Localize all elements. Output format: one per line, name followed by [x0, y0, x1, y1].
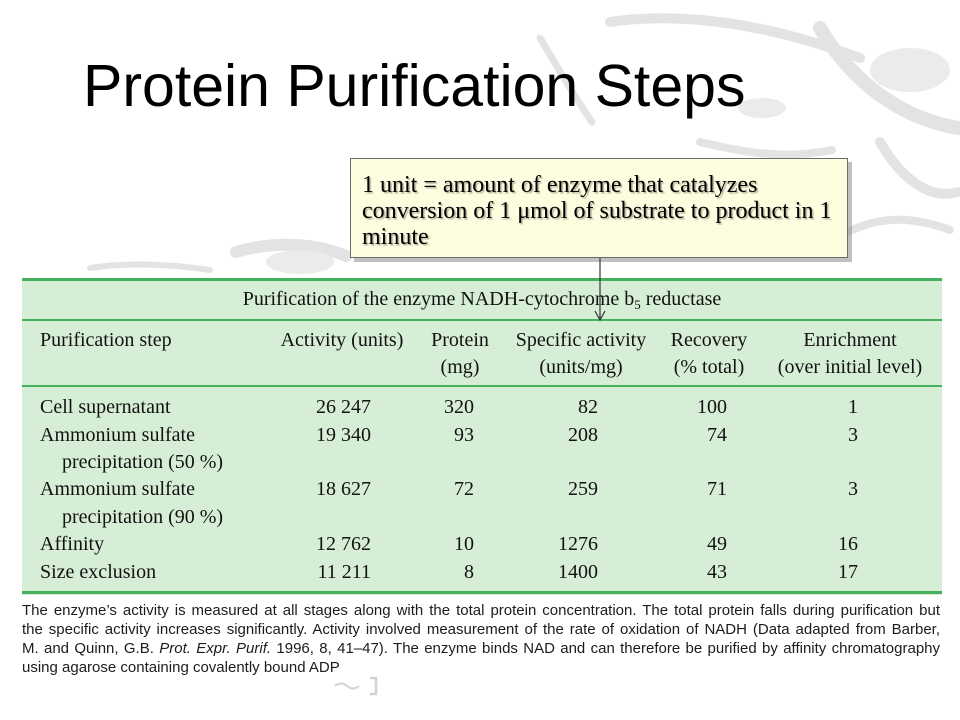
watermark-stroke — [700, 142, 832, 155]
table-rule-below-title — [22, 319, 942, 321]
watermark-shape — [870, 48, 950, 92]
cell-recovery: 100 — [697, 396, 727, 418]
header-protein: Protein — [431, 329, 489, 351]
cell-step: Ammonium sulfate — [40, 478, 195, 500]
cell-protein: 320 — [444, 396, 474, 418]
cell-step-continued: precipitation (50 %) — [62, 451, 224, 473]
callout-line: conversion of 1 μmol of substrate to product in 1 — [362, 198, 832, 224]
header-specific-activity: Specific activity — [515, 329, 647, 351]
header-purification-step: Purification step — [40, 329, 172, 351]
cell-enrichment: 3 — [848, 478, 858, 500]
caption-line: The enzyme’s activity is measured at all stages along with the total protein concentration. The total protein falls during purification but — [22, 602, 940, 619]
table-title — [22, 288, 942, 312]
cell-enrichment: 3 — [848, 424, 858, 446]
cell-activity: 18 627 — [316, 478, 371, 500]
cell-protein: 10 — [454, 533, 474, 555]
caption-line: the specific activity increases significantly. Activity involved measurement of the rate of oxidation of NADH (Data adapted from Barber, — [22, 621, 940, 638]
cell-step-continued: precipitation (90 %) — [62, 506, 224, 528]
header-enrichment: Enrichment — [803, 329, 897, 351]
watermark-bracket-mark — [370, 678, 376, 694]
table-title-text: Purification of the enzyme NADH-cytochrome b — [242, 288, 635, 310]
cell-activity: 19 340 — [316, 424, 371, 446]
caption-citation-authors: M. and Quinn, G.B. — [22, 640, 154, 657]
cell-protein: 93 — [454, 424, 474, 446]
table-row — [22, 562, 942, 582]
cell-activity: 11 211 — [317, 561, 371, 583]
table-row — [22, 397, 942, 417]
header-recovery: Recovery — [670, 329, 748, 351]
cell-step: Size exclusion — [40, 561, 157, 583]
cell-activity: 26 247 — [316, 396, 371, 418]
callout-arrow — [590, 256, 610, 324]
caption-line — [22, 639, 940, 658]
callout-line: minute — [362, 224, 429, 250]
cell-protein: 8 — [464, 561, 474, 583]
table-rule-top — [22, 278, 942, 281]
table-caption — [22, 601, 940, 677]
table-rule-bottom — [22, 591, 942, 594]
cell-specific-activity: 82 — [578, 396, 598, 418]
cell-specific-activity: 1276 — [558, 533, 598, 555]
purification-table — [22, 278, 942, 595]
table-title-end: reductase — [645, 288, 722, 310]
cell-recovery: 74 — [707, 424, 727, 446]
cell-enrichment: 16 — [838, 533, 858, 555]
cell-step: Cell supernatant — [40, 396, 171, 418]
table-row — [22, 424, 942, 473]
caption-line: using agarose containing covalently bound ADP — [22, 659, 340, 676]
watermark-tilde-mark — [335, 684, 359, 689]
cell-recovery: 43 — [707, 561, 727, 583]
cell-recovery: 71 — [707, 478, 727, 500]
watermark-stroke — [848, 220, 950, 232]
table-title-subscript: 5 — [634, 297, 641, 312]
header-enrichment-unit: (over initial level) — [777, 356, 923, 378]
caption-citation-rest: 1996, 8, 41–47). The enzyme binds NAD and can therefore be purified by affinity chromatography — [276, 640, 941, 657]
watermark-shape — [266, 250, 334, 274]
header-specific-activity-unit: (units/mg) — [539, 356, 623, 378]
watermark-stroke — [90, 264, 210, 270]
cell-recovery: 49 — [707, 533, 727, 555]
table-row — [22, 478, 942, 528]
caption-journal-name: Prot. Expr. Purif. — [159, 640, 272, 657]
cell-step: Ammonium sulfate — [40, 424, 195, 446]
header-recovery-unit: (% total) — [673, 356, 745, 378]
cell-specific-activity: 208 — [568, 424, 598, 446]
callout-line: 1 unit = amount of enzyme that catalyzes — [362, 172, 758, 198]
cell-specific-activity: 1400 — [558, 561, 598, 583]
header-protein-unit: (mg) — [440, 356, 480, 378]
cell-step: Affinity — [40, 533, 105, 555]
cell-enrichment: 17 — [838, 561, 858, 583]
cell-specific-activity: 259 — [568, 478, 598, 500]
unit-definition-callout — [350, 158, 848, 258]
watermark-stroke — [880, 142, 958, 194]
slide-title: Protein Purification Steps — [83, 53, 746, 119]
cell-enrichment: 1 — [848, 396, 858, 418]
table-rule-below-header — [22, 385, 942, 387]
cell-protein: 72 — [454, 478, 474, 500]
cell-activity: 12 762 — [316, 533, 371, 555]
table-row — [22, 534, 942, 554]
header-activity: Activity (units) — [280, 329, 404, 351]
